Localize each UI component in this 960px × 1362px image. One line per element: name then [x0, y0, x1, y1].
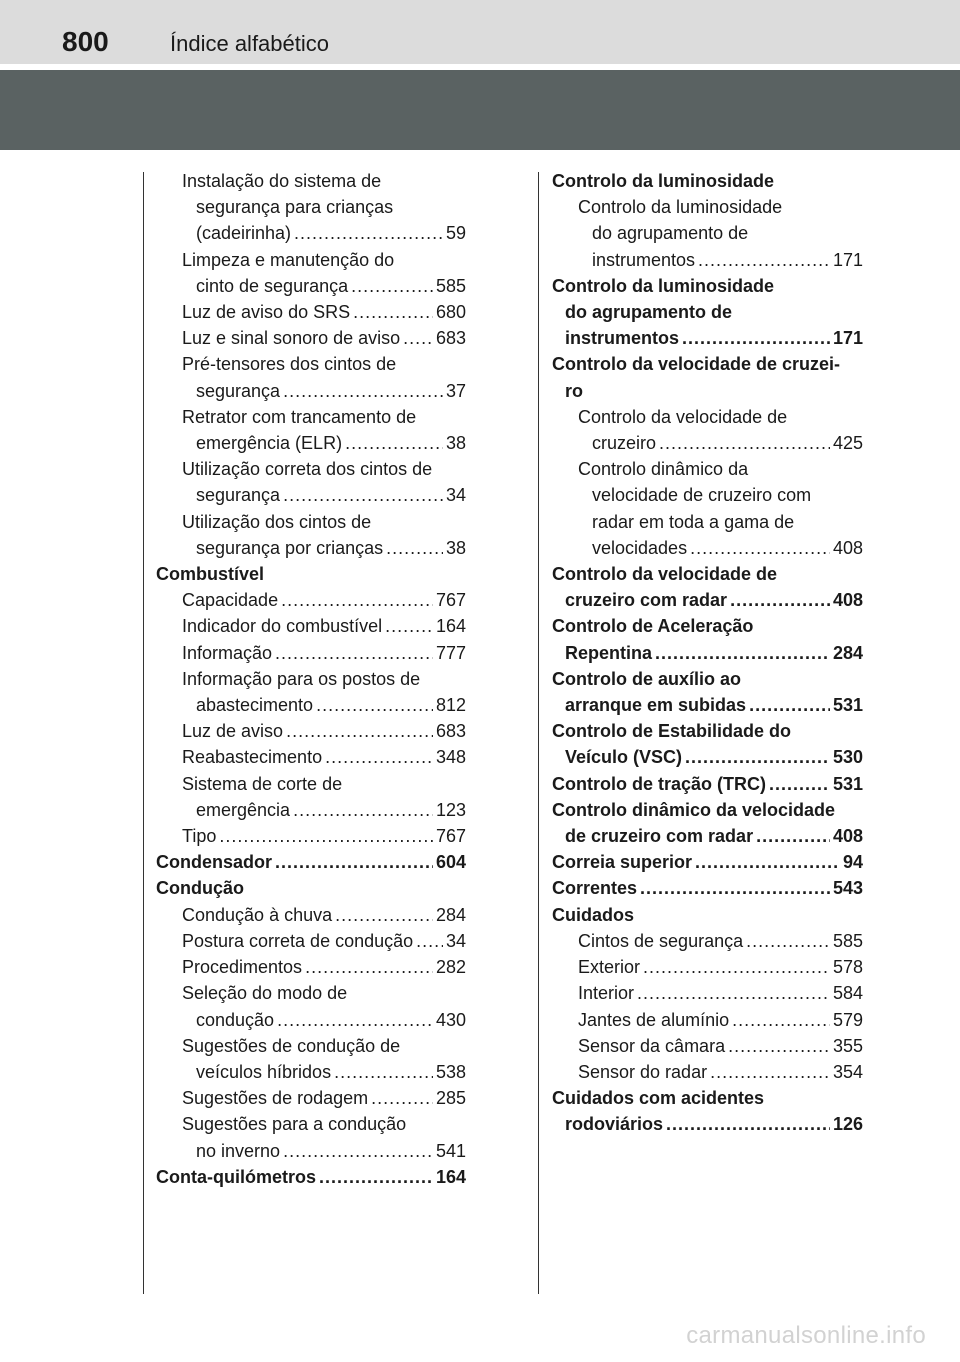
dot-leader — [371, 1085, 433, 1111]
entry-text: veículos híbridos — [196, 1061, 332, 1082]
dot-leader — [698, 247, 830, 273]
dot-leader — [659, 430, 830, 456]
entry-text: Cintos de segurança — [578, 930, 744, 951]
dot-leader — [385, 613, 433, 639]
index-entry — [156, 456, 466, 482]
index-entry — [156, 718, 466, 744]
page-reference: 38 — [445, 433, 466, 454]
entry-text: Controlo da luminosidade — [552, 275, 775, 296]
page-reference: 531 — [832, 695, 863, 716]
dot-leader — [730, 587, 830, 613]
left-column-rule — [143, 172, 144, 1294]
page-reference: 531 — [832, 773, 863, 794]
page-reference: 123 — [435, 799, 466, 820]
dot-leader — [305, 954, 433, 980]
index-entry — [552, 351, 863, 377]
index-entry — [156, 875, 466, 901]
entry-text: emergência — [196, 799, 291, 820]
index-entry — [552, 823, 863, 849]
entry-text: Combustível — [156, 564, 265, 585]
dot-leader — [345, 430, 443, 456]
entry-text: Utilização correta dos cintos de — [182, 459, 433, 480]
entry-text: Retrator com trancamento de — [182, 406, 417, 427]
index-entry — [552, 247, 863, 273]
dot-leader — [655, 640, 830, 666]
page-reference: 767 — [435, 826, 466, 847]
index-entry — [156, 561, 466, 587]
index-entry — [156, 1085, 466, 1111]
index-entry — [552, 1111, 863, 1137]
index-entry — [552, 718, 863, 744]
page-reference: 94 — [842, 852, 863, 873]
index-entry — [552, 902, 863, 928]
index-entry — [156, 509, 466, 535]
page-reference: 348 — [435, 747, 466, 768]
index-entry — [156, 325, 466, 351]
page-reference: 538 — [435, 1061, 466, 1082]
entry-text: Correntes — [552, 878, 638, 899]
right-column-rule — [538, 172, 539, 1294]
index-entry — [552, 875, 863, 901]
entry-text: Informação para os postos de — [182, 668, 421, 689]
entry-text: Repentina — [565, 642, 653, 663]
dot-leader — [283, 378, 443, 404]
index-entry — [552, 404, 863, 430]
page-reference: 164 — [435, 1166, 466, 1187]
dot-leader — [685, 744, 830, 770]
entry-text: Controlo de tração (TRC) — [552, 773, 766, 794]
dot-leader — [637, 980, 830, 1006]
dot-leader — [286, 718, 433, 744]
index-entry — [552, 325, 863, 351]
page-reference: 585 — [832, 930, 863, 951]
dot-leader — [281, 587, 433, 613]
entry-text: condução — [196, 1009, 275, 1030]
index-entry — [156, 168, 466, 194]
page-reference: 543 — [832, 878, 863, 899]
page-reference: 171 — [832, 328, 863, 349]
entry-text: Seleção do modo de — [182, 983, 348, 1004]
page-reference: 282 — [435, 957, 466, 978]
page-reference: 530 — [832, 747, 863, 768]
page-reference: 34 — [445, 485, 466, 506]
index-entry — [156, 692, 466, 718]
entry-text: Postura correta de condução — [182, 930, 414, 951]
page-reference: 354 — [832, 1061, 863, 1082]
dot-leader — [219, 823, 433, 849]
entry-text: Sistema de corte de — [182, 773, 343, 794]
dot-leader — [403, 325, 433, 351]
index-entry — [552, 744, 863, 770]
page-reference: 284 — [435, 904, 466, 925]
index-entry — [156, 902, 466, 928]
dot-leader — [283, 482, 443, 508]
dot-leader — [416, 928, 443, 954]
page-reference: 585 — [435, 275, 466, 296]
dot-leader — [749, 692, 830, 718]
dot-leader — [682, 325, 830, 351]
entry-text: Controlo de Estabilidade do — [552, 721, 792, 742]
entry-text: Controlo dinâmico da velocidade — [552, 799, 836, 820]
index-entry — [156, 247, 466, 273]
index-entry — [156, 1033, 466, 1059]
page-reference: 767 — [435, 590, 466, 611]
entry-text: rodoviários — [565, 1114, 664, 1135]
index-entry — [156, 378, 466, 404]
index-entry — [552, 299, 863, 325]
entry-text: Conta-quilómetros — [156, 1166, 316, 1187]
index-entry — [552, 273, 863, 299]
page-reference: 408 — [832, 590, 863, 611]
page-reference: 164 — [435, 616, 466, 637]
index-entry — [156, 1164, 466, 1190]
page-reference: 126 — [832, 1114, 863, 1135]
page-reference: 777 — [435, 642, 466, 663]
entry-text: Controlo da velocidade de — [578, 406, 788, 427]
entry-text: Controlo da velocidade de — [552, 564, 778, 585]
page-reference: 578 — [832, 957, 863, 978]
dot-leader — [275, 849, 433, 875]
entry-text: Cuidados — [552, 904, 635, 925]
index-entry — [552, 561, 863, 587]
entry-text: Sensor da câmara — [578, 1035, 726, 1056]
index-entry — [552, 692, 863, 718]
entry-text: Procedimentos — [182, 957, 303, 978]
page-reference: 38 — [445, 537, 466, 558]
index-entry — [552, 797, 863, 823]
index-entry — [552, 954, 863, 980]
page-reference: 683 — [435, 721, 466, 742]
index-entry — [156, 771, 466, 797]
entry-text: Luz de aviso do SRS — [182, 302, 351, 323]
dot-leader — [294, 220, 443, 246]
dot-leader — [690, 535, 830, 561]
index-entry — [552, 980, 863, 1006]
index-entry — [552, 194, 863, 220]
dot-leader — [283, 1138, 433, 1164]
index-entry — [552, 666, 863, 692]
entry-text: do agrupamento de — [592, 223, 749, 244]
page-reference: 812 — [435, 695, 466, 716]
dot-leader — [386, 535, 443, 561]
page-reference: 355 — [832, 1035, 863, 1056]
page-reference: 430 — [435, 1009, 466, 1030]
dot-leader — [334, 1059, 433, 1085]
entry-text: Cuidados com acidentes — [552, 1088, 765, 1109]
index-entry — [156, 1138, 466, 1164]
entry-text: segurança — [196, 380, 281, 401]
entry-text: Instalação do sistema de — [182, 171, 382, 191]
entry-text: Sugestões para a condução — [182, 1114, 407, 1135]
index-entry — [156, 613, 466, 639]
entry-text: abastecimento — [196, 695, 314, 716]
entry-text: Controlo de Aceleração — [552, 616, 754, 637]
entry-text: Condução — [156, 878, 244, 899]
entry-text: Sugestões de rodagem — [182, 1088, 369, 1109]
page-reference: 579 — [832, 1009, 863, 1030]
entry-text: Correia superior — [552, 852, 693, 873]
index-entry — [156, 797, 466, 823]
index-entry — [552, 613, 863, 639]
dot-leader — [319, 1164, 433, 1190]
entry-text: Pré-tensores dos cintos de — [182, 354, 397, 375]
page-reference: 604 — [435, 852, 466, 873]
entry-text: Limpeza e manutenção do — [182, 249, 395, 270]
index-entry — [156, 220, 466, 246]
index-entry — [156, 1111, 466, 1137]
dot-leader — [756, 823, 830, 849]
entry-text: segurança — [196, 485, 281, 506]
index-entry — [156, 849, 466, 875]
page-reference: 425 — [832, 433, 863, 454]
index-column-left — [156, 168, 466, 1190]
entry-text: Controlo da luminosidade — [578, 197, 783, 218]
index-entry — [156, 1007, 466, 1033]
entry-text: velocidades — [592, 537, 688, 558]
index-entry — [552, 535, 863, 561]
index-entry — [552, 771, 863, 797]
index-entry — [156, 928, 466, 954]
index-entry — [156, 954, 466, 980]
page-reference: 285 — [435, 1088, 466, 1109]
entry-text: Interior — [578, 983, 635, 1004]
dot-leader — [746, 928, 830, 954]
index-entry — [552, 378, 863, 404]
entry-text: instrumentos — [565, 328, 680, 349]
entry-text: ro — [565, 380, 583, 401]
entry-text: cinto de segurança — [196, 275, 349, 296]
page-reference: 34 — [445, 930, 466, 951]
page-reference: 408 — [832, 826, 863, 847]
page-number: 800 — [62, 26, 109, 57]
index-entry — [552, 1059, 863, 1085]
index-entry — [552, 482, 863, 508]
dot-leader — [732, 1007, 830, 1033]
index-entry — [552, 587, 863, 613]
dot-leader — [351, 273, 433, 299]
entry-text: segurança por crianças — [196, 537, 384, 558]
page-reference: 408 — [832, 537, 863, 558]
entry-text: Utilização dos cintos de — [182, 511, 372, 532]
entry-text: Jantes de alumínio — [578, 1009, 730, 1030]
section-title: Índice alfabético — [170, 31, 329, 56]
index-entry — [552, 928, 863, 954]
index-entry — [552, 849, 863, 875]
dot-leader — [643, 954, 830, 980]
index-entry — [156, 404, 466, 430]
dot-leader — [728, 1033, 830, 1059]
entry-text: cruzeiro com radar — [565, 590, 728, 611]
entry-text: Sugestões de condução de — [182, 1035, 401, 1056]
entry-text: Exterior — [578, 957, 641, 978]
entry-text: emergência (ELR) — [196, 433, 343, 454]
entry-text: arranque em subidas — [565, 695, 747, 716]
index-entry — [552, 509, 863, 535]
index-column-right — [552, 168, 863, 1138]
index-entry — [552, 430, 863, 456]
entry-text: Controlo de auxílio ao — [552, 668, 742, 689]
dot-leader — [353, 299, 433, 325]
dot-leader — [316, 692, 433, 718]
entry-text: no inverno — [196, 1140, 281, 1161]
index-entry — [156, 351, 466, 377]
index-entry — [552, 640, 863, 666]
entry-text: Controlo da luminosidade — [552, 171, 775, 191]
entry-text: do agrupamento de — [565, 302, 733, 323]
index-entry — [156, 535, 466, 561]
page-reference: 59 — [445, 223, 466, 244]
page-reference: 680 — [435, 302, 466, 323]
index-entry — [156, 640, 466, 666]
entry-text: Controlo dinâmico da — [578, 459, 749, 480]
entry-text: velocidade de cruzeiro com — [592, 485, 812, 506]
page-reference: 284 — [832, 642, 863, 663]
index-entry — [156, 194, 466, 220]
dot-leader — [666, 1111, 830, 1137]
page-reference: 541 — [435, 1140, 466, 1161]
entry-text: Condensador — [156, 852, 273, 873]
entry-text: Capacidade — [182, 590, 279, 611]
dot-leader — [335, 902, 433, 928]
entry-text: Informação — [182, 642, 273, 663]
page-reference: 683 — [435, 328, 466, 349]
entry-text: de cruzeiro com radar — [565, 826, 754, 847]
page-reference: 171 — [832, 249, 863, 270]
page-reference: 584 — [832, 983, 863, 1004]
entry-text: Controlo da velocidade de cruzei- — [552, 354, 841, 375]
dot-leader — [695, 849, 840, 875]
entry-text: Veículo (VSC) — [565, 747, 683, 768]
index-entry — [156, 1059, 466, 1085]
entry-text: radar em toda a gama de — [592, 511, 795, 532]
dot-leader — [640, 875, 830, 901]
page-header — [0, 0, 960, 64]
index-entry — [552, 168, 863, 194]
entry-text: Reabastecimento — [182, 747, 323, 768]
entry-text: segurança para crianças — [196, 197, 394, 218]
index-entry — [552, 220, 863, 246]
index-entry — [156, 823, 466, 849]
dot-leader — [275, 640, 433, 666]
entry-text: Luz de aviso — [182, 721, 284, 742]
entry-text: Luz e sinal sonoro de aviso — [182, 328, 401, 349]
entry-text: cruzeiro — [592, 433, 657, 454]
entry-text: Indicador do combustível — [182, 616, 383, 637]
index-entry — [156, 430, 466, 456]
index-entry — [552, 1085, 863, 1111]
header-band — [0, 70, 960, 150]
dot-leader — [293, 797, 433, 823]
index-entry — [156, 273, 466, 299]
index-entry — [156, 980, 466, 1006]
page-reference: 37 — [445, 380, 466, 401]
entry-text: (cadeirinha) — [196, 223, 292, 244]
index-entry — [156, 744, 466, 770]
index-entry — [156, 666, 466, 692]
entry-text: Tipo — [182, 826, 217, 847]
index-entry — [552, 1007, 863, 1033]
index-entry — [156, 299, 466, 325]
index-entry — [156, 587, 466, 613]
watermark: carmanualsonline.info — [686, 1322, 926, 1349]
entry-text: Sensor do radar — [578, 1061, 708, 1082]
index-entry — [552, 456, 863, 482]
index-entry — [552, 1033, 863, 1059]
dot-leader — [325, 744, 433, 770]
entry-text: Condução à chuva — [182, 904, 333, 925]
index-entry — [156, 482, 466, 508]
entry-text: instrumentos — [592, 249, 696, 270]
dot-leader — [710, 1059, 830, 1085]
dot-leader — [277, 1007, 433, 1033]
dot-leader — [769, 771, 830, 797]
